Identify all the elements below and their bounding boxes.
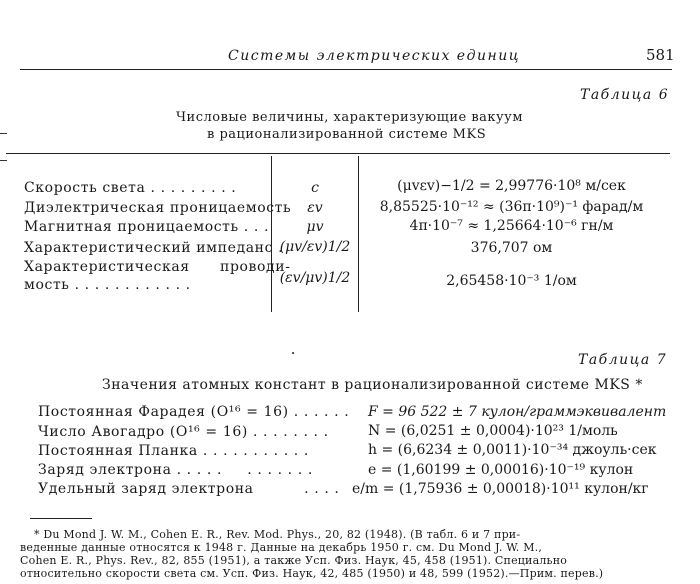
constant-name: Удельный заряд электрона . . . . [38, 481, 340, 497]
constant-name: Число Авогадро (O¹⁶ = 16) . . . . . . . . [38, 424, 329, 440]
page-number: 581 [646, 46, 675, 64]
quantity-symbol: μv [306, 219, 324, 235]
table6-caption-line1: Числовые величины, характеризующие вакуум [176, 110, 523, 125]
constant-value: N = (6,0251 ± 0,0004)·10²³ 1/моль [368, 423, 618, 439]
quantity-name: Характеристический импеданс . [24, 240, 284, 256]
quantity-symbol: c [311, 180, 319, 196]
table7-caption: Значения атомных констант в рационализированной системе MKS * [102, 377, 643, 393]
quantity-value: (μvεv)−1/2 = 2,99776·10⁸ м/сек [397, 178, 626, 194]
quantity-name: Скорость света . . . . . . . . . [24, 180, 237, 196]
footnote-line: относительно скорости света см. Усп. Физ. Наук, 42, 485 (1950) и 48, 599 (1952).—Прим. перев.) [20, 567, 604, 580]
margin-mark [0, 133, 7, 134]
table6-label: Таблица 6 [580, 87, 670, 103]
quantity-symbol: (εv/μv)1/2 [279, 270, 351, 286]
quantity-value: 8,85525·10⁻¹² ≈ (36π·10⁹)⁻¹ фарад/м [379, 199, 644, 215]
footnote-line: * Du Mond J. W. M., Cohen E. R., Rev. Mod. Phys., 20, 82 (1948). (В табл. 6 и 7 при- [34, 528, 521, 541]
constant-name: Заряд электрона . . . . . . . . . . . . [38, 462, 313, 478]
constant-value: h = (6,6234 ± 0,0011)·10⁻³⁴ джоуль·сек [368, 442, 657, 458]
quantity-name: Магнитная проницаемость . . . [24, 219, 270, 235]
footnote-line: Cohen E. R., Phys. Rev., 82, 855 (1951), а также Усп. Физ. Наук, 45, 458 (1951). Специально [20, 554, 568, 567]
table7-label: Таблица 7 [578, 352, 668, 368]
footnote-rule [30, 518, 92, 519]
constant-name: Постоянная Планка . . . . . . . . . . . [38, 443, 309, 459]
running-head: Системы электрических единиц [228, 48, 520, 64]
constant-name: Постоянная Фарадея (O¹⁶ = 16) . . . . . . [38, 404, 350, 420]
quantity-value: 2,65458·10⁻³ 1/ом [446, 273, 577, 289]
quantity-name: мость . . . . . . . . . . . . [24, 277, 191, 293]
quantity-value: 376,707 ом [470, 240, 553, 256]
quantity-name: Характеристическая проводи- [24, 259, 291, 275]
print-speck [292, 352, 294, 354]
constant-value: F = 96 522 ± 7 кулон/граммэквивалент [368, 404, 667, 420]
quantity-value: 4π·10⁻⁷ ≈ 1,25664·10⁻⁶ гн/м [409, 218, 614, 234]
table6-top-rule [6, 153, 670, 154]
table6-caption-line2: в рационализированной системе MKS [207, 127, 487, 142]
quantity-symbol: (μv/εv)1/2 [279, 239, 351, 255]
constant-value: e/m = (1,75936 ± 0,00018)·10¹¹ кулон/кг [352, 481, 649, 497]
quantity-symbol: εv [307, 200, 323, 216]
quantity-name: Диэлектрическая проницаемость [24, 200, 292, 216]
footnote-line: веденные данные относятся к 1948 г. Данные на декабрь 1950 г. см. Du Mond J. W. M., [20, 541, 543, 554]
margin-mark [0, 160, 7, 161]
constant-value: e = (1,60199 ± 0,00016)·10⁻¹⁹ кулон [368, 462, 634, 478]
header-rule [20, 69, 672, 70]
